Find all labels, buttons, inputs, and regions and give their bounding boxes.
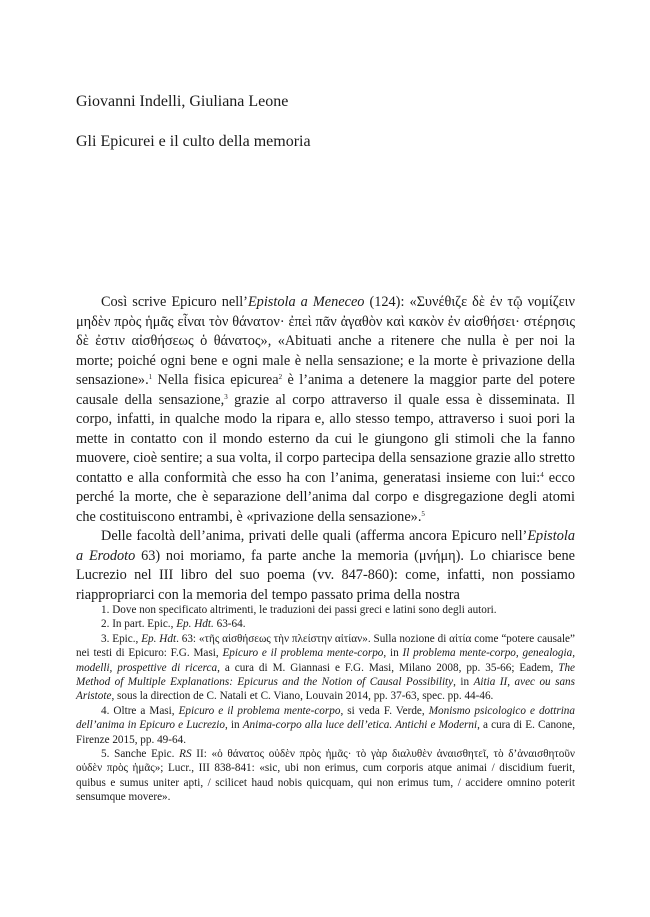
footnote-ref[interactable]: 4	[540, 470, 544, 479]
text-run: , in	[383, 647, 403, 660]
text-run: , in	[224, 719, 243, 732]
text-run: . 63: «τῆς αἰσθήσεως τὴν πλείστην αἰτίαν». Sulla nozione di αἰτία come “potere causale” nei testi di Epicuro: F.G. Masi,	[76, 632, 575, 660]
footnotes	[76, 603, 575, 805]
work-title: Epicuro e il problema mente-corpo	[222, 647, 384, 660]
text-run: , a cura di E. Canone, Firenze 2015, pp. 49-64.	[76, 719, 575, 746]
work-title: Anima-corpo alla luce dell’etica. Antichi e Moderni	[242, 719, 478, 732]
footnote-ref[interactable]: 2	[278, 373, 283, 381]
body-text	[76, 293, 575, 605]
paragraph-2	[76, 527, 575, 605]
text-run: , a cura di M. Giannasi e F.G. Masi, Milano 2008, pp. 35-66; Eadem,	[217, 661, 559, 674]
work-title: Epistola a Meneceo	[247, 294, 365, 310]
text-run: , si veda F. Verde,	[340, 704, 429, 717]
text-run: grazie al corpo attraverso il quale essa è disseminata. Il corpo, infatti, in qualche modo la ripara e, allo stesso tempo, attraverso i suoi pori la mette in contatto con il mondo esterno da cui le giungono gli stimoli che la fanno muovere, cioè sentire; a sua volta, il corpo partecipa della sensazione grazie allo stretto contatto e alla conformità che esso ha con l’anima, generatasi insieme con lui:	[76, 391, 575, 486]
text-run: Delle facoltà dell’anima, privati delle quali (afferma ancora Epicuro nell’	[101, 528, 528, 544]
text-run: II: «ὁ θάνατος οὐδὲν πρὸς ἡμᾶς· τὸ γὰρ διαλυθὲν ἀναισθητεῖ, τὸ δ’ἀναισθητοῦν οὐδὲν πρὸς ἡμᾶς»; Lucr., III 838-841: «sic, ubi non erimus, cum corporis atque animai / discidium fuerit, quibus e sumus uniter apti, / scilicet haud nobis quicquam, qui non erimus tum, / accidere omnino poterit sensumque movere».	[76, 748, 575, 804]
footnote-ref[interactable]: 5	[421, 509, 425, 518]
text-run: 63-64.	[213, 618, 246, 631]
text-run: 5. Sanche Epic.	[101, 748, 180, 761]
work-title: Monismo psicologico e dottrina dell’anima in Epicuro e Lucrezio	[76, 704, 575, 732]
text-run: Nella fisica epicurea	[152, 372, 279, 388]
text-run: 63) noi moriamo, fa parte anche la memoria (μνήμη). Lo chiarisce bene Lucrezio nel III libro del suo poema (vv. 847-860): come, infatti, non possiamo riappropriarci con la memoria del tempo passato prima della nostra	[76, 547, 575, 603]
text-run: 4. Oltre a Masi,	[101, 704, 179, 717]
text-run: , sous la direction de C. Natali et C. Viano, Louvain 2014, pp. 37-63, spec. pp. 44-46.	[111, 690, 494, 703]
text-run: 3. Epic.,	[101, 632, 142, 645]
work-title: Epicuro e il problema mente-corpo	[178, 704, 341, 717]
text-run: (124): «Συνέθιζε δὲ ἐν τῷ νομίζειν μηδὲν πρὸς ἡμᾶς εἶναι τὸν θάνατον· ἐπεὶ πᾶν ἀγαθὸν καὶ κακὸν ἐν αἰσθήσει· στέρησις δὲ ἐστιν αἰσθήσεως ὁ θάνατος», «Abituati anche a ritenere che nulla è per noi la morte; poiché ogni bene e ogni male è nella sensazione; e la morte è privazione della sensazione».	[76, 294, 575, 388]
text-run: ecco perché la morte, che è separazione dell’anima dal corpo e disgregazione degli atomi che costituiscono entrambi, è «privazione della sensazione».	[76, 469, 575, 525]
text-run: , in	[453, 676, 474, 689]
text-run: è l’anima a detenere la maggior parte del potere causale della sensazione,	[76, 372, 575, 408]
footnote-3	[76, 632, 575, 704]
work-title: Ep. Hdt.	[176, 618, 214, 631]
article-title: Gli Epicurei e il culto della memoria	[76, 133, 311, 150]
footnote-ref[interactable]: 1	[148, 373, 153, 381]
work-title: The Method of Multiple Explanations: Epicurus and the Notion of Causal Possibility	[76, 661, 575, 689]
footnote-ref[interactable]: 3	[224, 392, 228, 401]
text-run: Così scrive Epicuro nell’	[101, 294, 248, 310]
work-title: Epistola a Erodoto	[76, 528, 575, 564]
work-title: Aitia II, avec ou sans Aristote	[76, 676, 576, 703]
authors: Giovanni Indelli, Giuliana Leone	[76, 93, 289, 110]
work-title: RS	[179, 748, 192, 761]
footnote-4	[76, 704, 575, 747]
text-run: 1. Dove non specificato altrimenti, le traduzioni dei passi greci e latini sono degli autori.	[101, 604, 497, 616]
footnote-5	[76, 747, 575, 805]
work-title: Ep. Hdt	[141, 632, 177, 645]
text-run: 2. In part. Epic.,	[101, 618, 177, 631]
work-title: Il problema mente-corpo, genealogia, modelli, prospettive di ricerca	[76, 647, 575, 674]
footnote-1	[76, 603, 575, 617]
paragraph-1	[76, 293, 575, 527]
footnote-2	[76, 617, 575, 631]
